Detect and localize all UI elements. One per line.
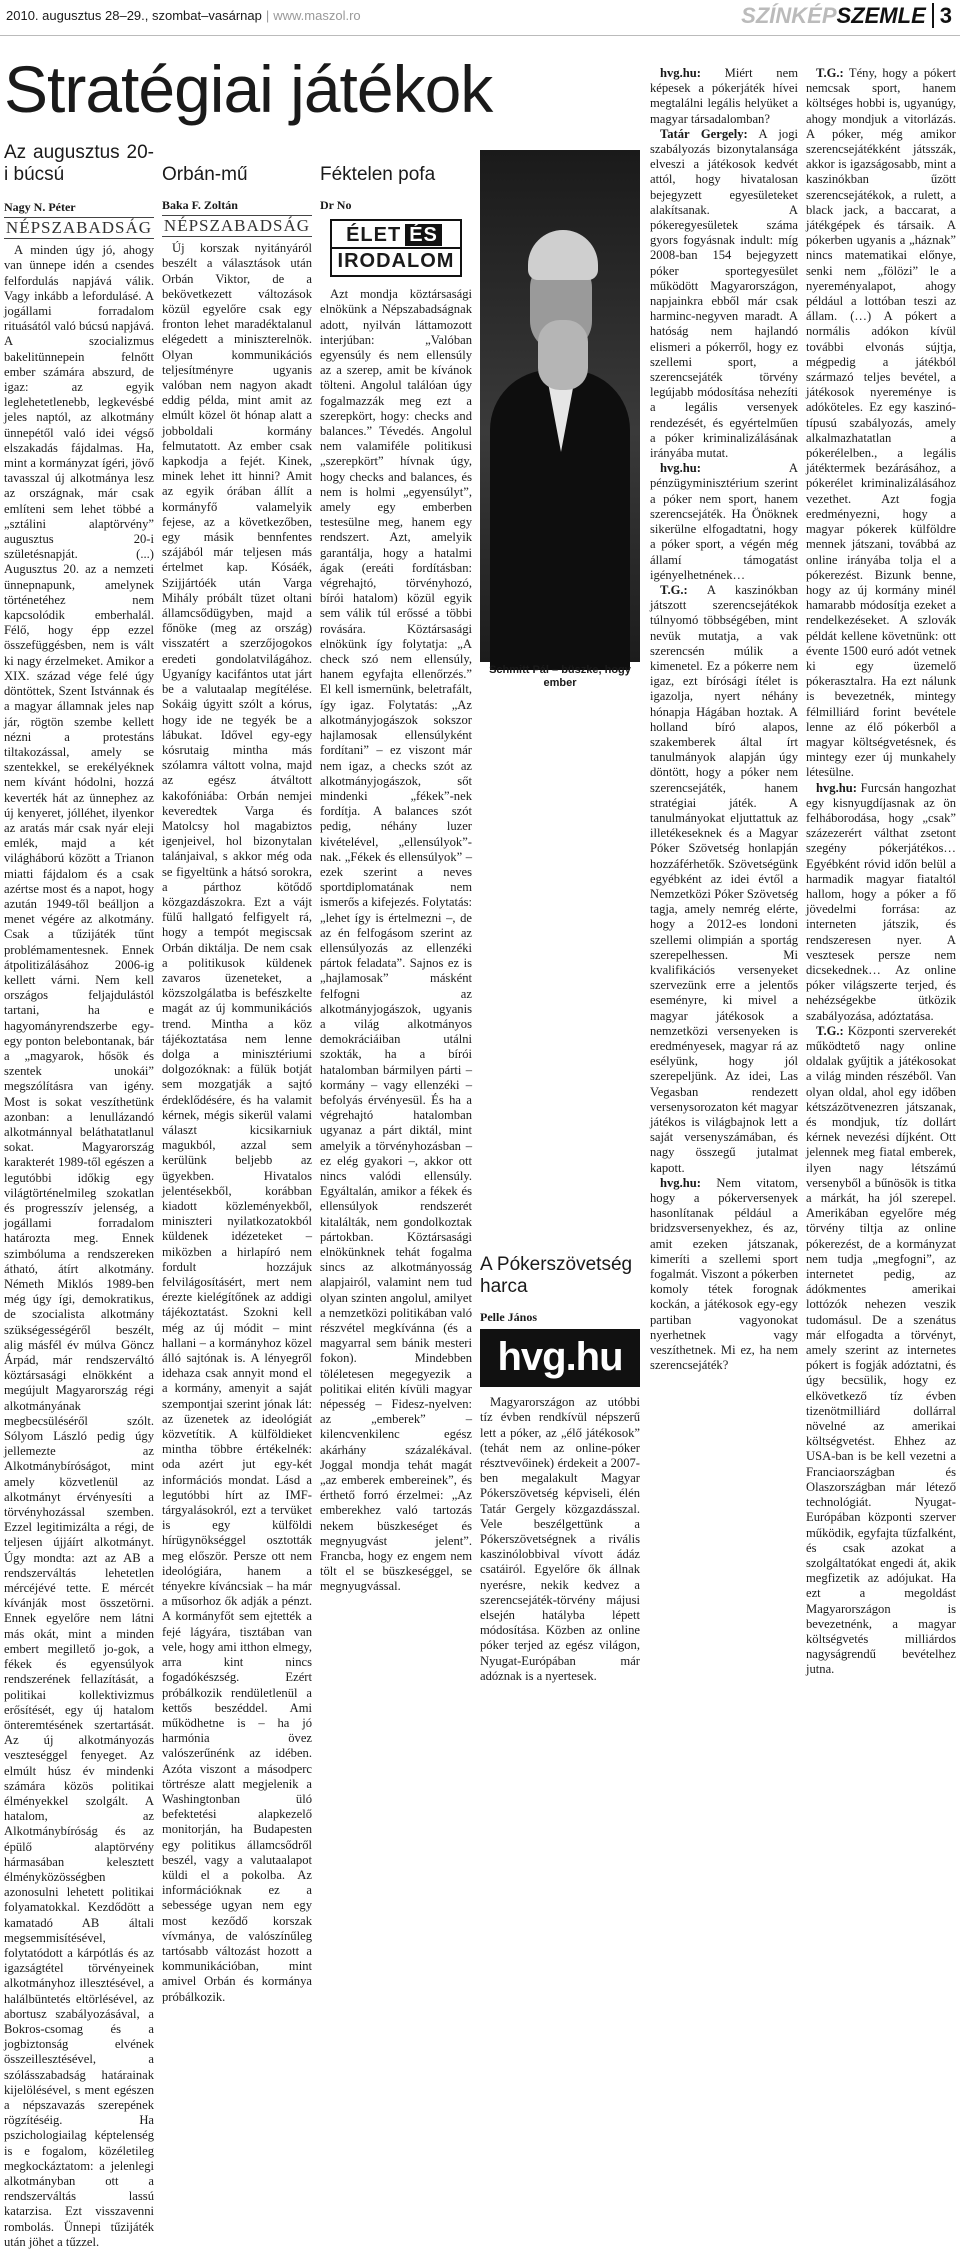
a2-speaker: T.G.: (660, 582, 688, 597)
article3-column (320, 150, 472, 1594)
q2-speaker: hvg.hu: (660, 461, 701, 476)
elet-es-irodalom-logo (330, 219, 462, 277)
hvg-logo: hvg.hu (480, 1329, 640, 1387)
article2-source: NÉPSZABADSÁG (163, 216, 311, 236)
q3-text: Nem vitatom, hogy a pókerversenyek hasonlítanak például a bridzsversenyekhez, és az, amit ezeken játszanak, kimeríti a szellemi sport fogalmát. Viszont a pókerben komoly tétek forognak kockán, a játékosok egy-egy partiban vagyonokat nyerhetnek vagy veszíthetnek. Mi ez, ha nem szerencsejáték? (650, 1175, 798, 1373)
q4-speaker: hvg.hu: (816, 780, 857, 795)
q1-speaker: hvg.hu: (660, 66, 701, 80)
article2-body: Új korszak nyitányáról beszélt a választások után Orbán Viktor, de a bekövetkezett változások közül egyelőre csak egy fronton lehet maradéktalanul elégedett a miniszterelnök. Olyan kommunikációs teljesítményre ugyanis valóban nem nagyon akadt eddig példa, mint amit az elmúlt közel öt hónap alatt a jobboldali kormány felmutatott. Az ember csak kapkodja a fejét. Kinek, minek lehet itt hinni? Amit az egyik órában állít a kormányfő valamelyik fejese, az a következőben, egy másik bennfentes szájából már teljesen más értelmet kap. Kósáék, Szijjártóék után Varga Mihály próbált tüzet oltani államcsődügyben, majd a főnöke (meg az ország) visszatért a szerzőjogokos eredeti gondolatvilágához. Ugyanígy kacifántos utat járt be a valutaalap megítélése. Sokáig úgyitt szólt a kórus, hogy ide ne tegyék be a lábukat. Idővel egy-egy kósrutaig mintha más szólamra váltott volna, majd az egész átváltott kakofóniába: Orbán nemjei keveredtek Varga és Matolcsy hol magabiztos igenjeivel, hol bizonytalan talánjaival, s akkor még oda se figyeltünk a hátsó sorokra, a párthoz kötődő közgazdászokra. Ezt a vájt fülű hallgató felfigyelt rá, hogy a tempót megiscsak Orbán diktálja. De nem csak a politikusok küldenek zavaros üzeneteket, a közszolgálatba is befészkelte magát az új kommunikációs trend. Minthа a köz tájékoztatása nem lenne dolga a minisztériumi dolgozóknak: a fülük botját sem mozgatják a sajtó érdeklődésére, és ha valamit kérnek, mégis sikerül valami választ kicsikarniuk magukból, azzal sem kerülünk beljebb az ügyekben. Hivatalos jelentésekből, korábban kiadott közleményekből, miniszteri nyilatkozatokból küldenek idézeteket – miközben a hirlapíró nem fordult hozzájuk felvilágosításért, mert nem érezte kielégítőnek az addigi tájékoztatást. Szokni kell még az új módit – mint hallani – a kormányhoz közel álló sajtónak is. A lényegről idehaza csak annyit mond el a kormány, amenyit a saját szempontjai szerint jónak lát: az üzenetek az ideológiát közvetítik. A külföldieket mintha többre értékelnék: oda azért jut egy-két információs mondat. Lásd a legutóbbi hírt az IMF-tárgyalásokról, ezt a tervüket is egy külföldi hírügynökséggel osztották meg először. Persze ott nem ideológiára, hanem a tényekre kíváncsiak – ha már a műsorhoz ők adják a pénzt. A kormányfőt sem ejtették a fejé lágyára, tisztában van vele, hogy ami itthon elmegy, arra kint nincs fogadókészség. Ezért próbálkozik rendületlenül a kettős beszéddel. Ami működhetne is – ha jó harmónia övez valószerűnénk az idében. Azóta viszont a másodperc törtrésze alatt megjelenik a Washingtonban üló befektetési alapkezelő monitorján, ha Budapesten egy politikus államcsődről beszél, vagy a valutaalapot küldi el a pokolba. Az információknak ez a sebessége ugyan nem egy most keződő korszak vívmánya, de valószínűleg tartósabb változást hozott a kommunikációban, mint amivel Orbán és kormánya próbálkozik. (162, 241, 312, 2004)
a4-speaker: T.G.: (816, 1023, 844, 1038)
logo-es: ÉS (405, 224, 442, 246)
q1-text: Miért nem képesek a pókerjáték hívei megtalálni legális helyüket a magyar társadalomban? (650, 66, 798, 126)
a1-speaker: Tatár Gergely: (660, 126, 748, 141)
article3-body: Azt mondja köztársasági elnökünk a Népszabadságnak adott, nyilván láttamozott interjúban: „Valóban egyensúly és nem ellensúly az a szerep, amit be kívánok tölteni. Angolul találóan úgy fogalmazzák meg ezt a szerepkört, hogy: checks and balances.” Tévedés. Angolul nem valamiféle politikusi „szerepkört” hívnak úgy, hogy checks and balances, és nem is holmi „egyensúlyt”, amely egy emberben testesülne meg, hanem egy rendszert. Azt, amelyik garantálja, hogy a hatalmi ágak (ereáti fordításban: végrehajtó, törvényhozó, bírói hatalom) közül egyik sem válik túl erőssé a többi rovására. Köztársasági elnökünk így folytatja: „A check szó nem ellensúly, hanem egyfajta ellenőrzés.” El kell ismernünk, beletrafált, így igaz. Folytatás: „Az alkotmányjogászok sokszor hajlamosak ellensúlyként fordítani” – ez viszont már nem igaz, a checks szót az alkotmányjogászok, sőt mindenki „fékek”-nek fordítja. A balances szót pedig, néhány luzer kivételével, „ellensúlyok”-nak. „Fékek és ellensúlyok” – ezek szerint a neves sportdiplomatának nem ismerős a kifejezés. Folytatás: „lehet így is értelmezni –, de az én felfogásom szerint az ellensúlyozás az ellenzéki pártok feladata”. Sajnos ez is „hajlamosak” másként felfogni az alkotmányjogászok, ugyanis a világ alkotmányos demokráciáiban utálni szokták, ha a bírói hatalomban bármilyen párti – kormány – vagy ellenzéki – befolyás érvényesül. És ha a végrehajtó hatalomban ugyanaz a párt diktál, mint amelyik a törvényhozásban – ez elég gyakori –, akkor ott nincs valódi ellensúly. Egyáltalán, amikor a fékek és ellensúlyok rendszerét kitalálták, nem gondolkoztak pártokban. Köztársasági elnökünknek tehát fogalma sincs az alkotmányosság alapjairól, valamint nem tud olyan szinten angolul, amilyet a nemzetközi politikában való részvétel megkívánna (és a magyarral sem bánik mesteri fokon). Mindebben töléletesen megegyezik a politikai elitén kívüli magyar népesség – Fidesz-nyelven: az „emberek” – kilencvenkilenc egész akárhány százalékával. Joggal mondja tehát magát „az emberek embereinek”, és érthető forró érzelmei: „Az emberekhez való tartozás nekem büszkeséget és megnyugvást jelent”. Francba, hogy ez engem nem tölt el se büszkeséggel, se megnyugvással. (320, 287, 472, 1594)
article2-title: Orbán-mű (162, 164, 248, 185)
header-date: 2010. augusztus 28–29., szombat–vasárnap (6, 8, 262, 23)
a1-text: A jogi szabályozás bizonytalansága elveszi a játékosok kedvét attól, hogy hivatalosan bejegyzett egyesületeket alakítsanak. A pókeregyesületek száma gyors fogyásnak indult: míg 2008-ban 154 bejegyzett póker sportegyesület működött Magyarországon, napjainkra ebből már csak harminc-negyven maradt. A hatóság nem hajlandó elismeri a pókerről, hogy ez szellemi sport, a szerencsejáték törvény legújabb módosítása nehezíti a legális versenyek rendezését, és egyértelműen a póker kriminalizálásának irányába mutat. (650, 126, 798, 461)
kicker-part2: SZEMLE (836, 3, 926, 28)
article4-author: Pelle János (480, 1310, 537, 1324)
article3-author: Dr No (320, 198, 352, 212)
article1-column (4, 140, 154, 2249)
article4-intro: Magyarországon az utóbbi tíz évben rendkívül népszerű lett a póker, az „élő játékosok” (tehát nem az online-póker résztvevőinek) érdekeit a 2007-ben megalakult Magyar Pókerszövetség képviseli, élén Tatár Gergely közgazdásszal. Vele beszélgettünk a Pókerszövetségnek a rivális kaszinólobbival vívott ádáz csatáiról. Egyelőre ők állnak nyerésre, nekik kedvez a szerencsejáték-törvény májusi elsején hatályba lépett módosítása. Közben az online póker terjed az egész világon, Nyugat-Európában már adóznak is a nyertesek. (480, 1395, 640, 1683)
article1-author: Nagy N. Péter (4, 200, 76, 214)
a4-text: Központi szerverekét működtető nagy online oldalak gyűjtik a játékosokat a világ minden részéből. Van olyan oldal, ahol egy időben kétszázötvenezren játszanak, és mondjuk, tíz dollárt kérnek nevezési díjként. Ott jelennek meg fiatal emberek, ilyen nagy létszámú versenyből a bűnösök is titka a márkát, ha jól szerepel. Amerikában egyelőre még törvény tiltja az online pókerezést, de a kormányzat nem tudja „megfogni”, az internetet pedig, az ádókmentes amerikai lottózók nehezen veszik tudomásul. De a szenátus már elfogadta a törvényt, amely szerint az internetes pókert is fogják adóztatni, és úgy becsülik, hogy ez elkövetkező tíz évben tizenötmilliárd dollárral növelné az amerikai költségvetést. Ehhez az USA-ban is be kell vezetni a Franciaországban és Olaszországban már létező technológiát. Nyugat-Európában központi szerver működik, egyfajta tűzfalként, és csak azokat a szolgáltatókat engedi át, akik megfizetik az adójukat. Ha ezt a megoldást Magyarországon is bevezetnénk, a magyar költségvetés milliárdos nagyságrendű bevételhez jutna. (806, 1023, 956, 1677)
page-header (0, 0, 960, 36)
a3-text: Tény, hogy a pókert nemcsak sport, hanem költséges hobbi is, ugyanúgy, ahogy mondjuk a vitorlázás. A póker, még amikor szerencsejátékként játsszák, akkor is igazságosabb, mint a kaszinókban űzött szerencsejátékok, a rulett, a black jack, a baccarat, a játékgépek és társaik. A pókerben ugyanis a „háznak” nincs matematikai előnye, senki nem „fölözi” le a nyereményalapot, ahogy például a lottóban teszi az állam. (…) A pókert a normális adókon kívül további elvonás sújtja, mégpedig a játékból származó teljes bevétel, a játékosok nyereménye is adóköteles. Ez egy kaszinó-típusú szabályozás, amely alkalmazhatatlan a pókerélelben., a legális játéktermek bezárásához, a pókerélet kriminalizálásához vezethet. Azt fogja eredményezni, hogy a magyar pókerek külföldre mennek játszani, továbbá az online irányába tolja el a pókerezést. Bizunk benne, hogy az új kormány minél hamarabb módosítja ezeket a rendelkezéseket. A szlovák példát kellene követnünk: ott évente 1500 euró adót vetnek ki egy üzemelő pókerasztalra. Ha ezt nálunk is bevezetnék, mintegy félmilliárd forint bevétele lenne az élő pókerből a magyar költségvetésnek, és mintegy ezer új munkahely létesülne. (806, 66, 957, 780)
q4-text: Furcsán hangozhat egy kisnyugdíjasnak az ön felháborodása, hogy „csak” százezerért válthat zsetont szegény pókerjátékos… Egyébként róvid időn belül a harmadik magyar fiataltól hallom, hogy a póker a fő jövedelmi forrása: az interneten játszik, és rendszeresen nyer. A vesztesek persze nem dicsekednek… Az online póker világszerte terjed, és nehézségekbe ütközik szabályozása, adóztatása. (806, 780, 956, 1023)
logo-elet: ÉLET (346, 224, 402, 247)
article1-subhead: Az augusztus 20-i búcsú (4, 142, 154, 185)
photo-caption: Schmitt Pál – büszke, hogy ember (489, 664, 631, 689)
q2-text: A pénzügyminisztérium szerint a póker nem sport, hanem szerencsejáték. Ha Önöknek sikerülne elfogadtatni, hogy a póker sport, a végén még államí támogatást igényelhetnének… (650, 461, 798, 582)
a3-speaker: T.G.: (816, 66, 844, 80)
article4-column-interview1 (650, 66, 798, 1402)
kicker-part1: SZÍNKÉP (741, 3, 837, 28)
header-date-line: 2010. augusztus 28–29., szombat–vasárnap | www.maszol.ro (6, 8, 361, 23)
article2-column (162, 150, 312, 2004)
header-website[interactable]: www.maszol.ro (273, 8, 361, 23)
page-headline: Stratégiai játékok (4, 52, 493, 126)
article2-author: Baka F. Zoltán (162, 198, 238, 212)
article4-title: A Pókerszövetség harca (480, 1254, 633, 1297)
article4-column-interview2 (806, 66, 957, 1677)
page-number: 3 (932, 3, 952, 28)
article4-column-start (480, 694, 640, 1683)
schmitt-pal-photo (480, 150, 640, 662)
article1-source: NÉPSZABADSÁG (5, 218, 153, 238)
section-kicker (741, 3, 952, 29)
article3-title: Féktelen pofa (320, 164, 436, 185)
logo-irodalom: IRODALOM (337, 250, 455, 273)
article1-body: A minden úgy jó, ahogy van ünnepe idén a csendes felfordulás napjává válik. Vagy inkább a lefordulásé. A jogállami forradalom rituásától való búcsú napjává. A szocializmus bakelitünnepein felnőtt ember számára abszurd, de igaz: az egyik leglehetetlenebb, legkevésbé jeles naptól, az alkotmány ünnepétől való idei végső elszakadás fájdalmas. Ha, mint a kormányzat ígéri, jövő tavasszal új alkotmánya lesz az országnak, már csak említeni sem lehet többé a „sztálini alaptörvény” augusztus 20-i születésnapját. (...) Augusztus 20. az a nemzeti ünnepnapunk, amelynek történetéhez nem kapcsolódik emberhalál. Félő, hogy épp ezzel összefüggésben, nem is vált ki nagy érzelmeket. Amikor a XIX. század vége felé úgy döntöttek, Szent Istvánnak és a magyar államnak jeles nap jár, rögtön szembe kellett nézni a protestáns tiltakozással, amely se szentekkel, se erekélyéknek nem kívánt hódolni, hozzá keverték hát az ünnephez az új kenyeret, jólléhet, ilyenkor az aratás már csak nyár eleji emlék, majd a két világháború között a Trianon miatti fájdalom és a csak azértse most és a napot, hogy azután 1949-től beálljon a menet végére az alkotmány. Csak a tűzijáték tűnt problémamentesnek. Ennek átpolitizálásához 2006-ig kellett várni. Nem kell országos feljajdulástól tartani, ha e hagyományrendszerbe egy-egy ponton belebontanak, bár a „magyarok, hősök és szentek unokái” megszólításra van igény. Most is sokat veszíthetünk azonban: a lenullázandó alkotmánnyal beláthatatlanul sokat. Magyarország karakterét 1989-től egészen a legutóbbi időkig egy világtörténelmileg szokatlan és progresszív jelenség, a jogállami forradalom határozta meg. Ennek szimbóluma a rendszereken átható, átírt alkotmány. Németh Miklós 1989-ben még úgy ígi, demokratikus, de szocialista alkotmány szükségességéről beszélt, alig másfél év múlva Göncz Árpád, már rendszerváltó köztársasági elnökként a megújult Magyarország régi alkotmányának megbecsüléséről szólt. Sólyom László pedig úgy jellemezte az Alkotmánybíróságot, mint amely közvetlenül az alkotmányt érvényesíti a törvényhozással szemben. Ezzel legitimizálta a régi, de teljesen újjáírt alkotmányt. Úgy mondta: azt az AB a rendszerváltás lehetetlen mércéjévé tette. E mércét kívánják most összetörni. Ennek egyelőre nem látni más okát, mint a minden embert megillető jo-gok, a fékek és egyensúlyok rendszerének fellazítását, a politikai kollektivizmus erősítését, egy új hatalom önteremtésének szertartását. Az új alkotmányozás veszteséggel fenyeget. Az elmúlt húsz év mindenki számára közös politikai élményekkel szolgált. A hatalom, az Alkotmánybíróság és az épülő alaptörvény hármasában kelesztett élményközösségben azonosulni lehetett politikai folyamatokkal. Kezdődött a kamatadó AB általi megsemmisítésével, folytatódott a kárpótlás és az igazságtétel törvényeinek alkotmányhoz illesztésével, a halálbüntetés eltörlésével, az abortusz szabályozásával, a Bokros-csomag és a jogbiztonság elvének összeillesztésével, a szólásszabadság határainak kijelölésével, s ment egészen a népszavazás szerepének rögzítéséig. Ha pszichologiailag képtelenség is e fogalom, közéletileg megkockáztatom: a jelenlegi alkotmányban ott a rendszerváltás lassú katarzisa. Ezt visszavenni rombolás. Ünnepi tűzijáték után jöhet a tűzzel. (4, 243, 154, 2249)
q3-speaker: hvg.hu: (660, 1175, 701, 1190)
a2-text: A kaszinókban játszott szerencsejátékok túlnyomó többségében, mint nevük mutatja, a vak szerencsén múlik a kimenetel. Ez a pókerre nem igaz, ezt bírósági ítélet is igazolja, nyert néhány hónapja Hágában hoztak. A holland bíró alapos, szakemberek által írt tanulmányok alapján úgy döntött, hogy a póker nem szerencsejáték, hanem stratégiai játék. A tanulmányokat eljuttattuk az illetékeseknek és a Magyar Póker Szövetség honlapján hozzáférhetők. Szövetségünk egyébként az idei évtől a Nemzetközi Póker Szövetség tagja, amely nemrég elérte, hogy a 2012-es londoni szellemi olimpián a sportág szerepelhessen. Mi kvalifikációs versenyeket szervezünk erre a jelentős eseményre, ki mivel a magyar játékosok a nemzetközi versenyeken is eredményesek, magyar rá az esélyünk, hogy jól szerepeljünk. Az idei, Las Vegasban rendezett versenysorozaton két magyar játékos is világbajnok lett a saját versenyszámában, és nagy összegű jutalmat kapott. (650, 582, 798, 1175)
